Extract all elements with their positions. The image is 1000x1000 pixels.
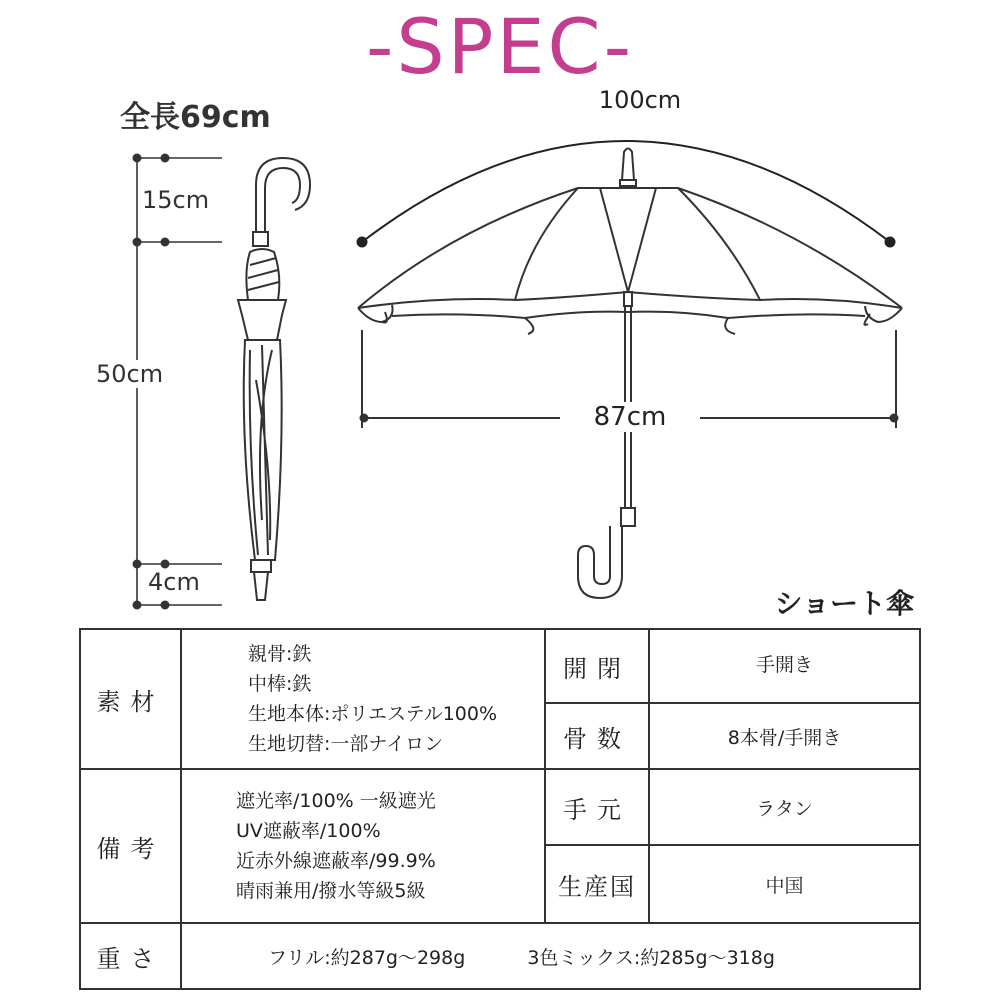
tip-length-label: 4cm [148,568,200,596]
notes-value: 晴雨兼用/撥水等級5級 [236,880,426,902]
notes-values [181,769,545,923]
origin-label: 生産国 [545,845,649,923]
material-values [181,629,545,769]
material-label: 素材 [80,629,181,769]
notes-value: UV遮蔽率/100% [236,820,381,842]
canopy-arc-label: 100cm [598,86,682,114]
weight-label: 重さ [80,923,181,989]
ribs-label: 骨数 [545,703,649,769]
origin-value: 中国 [649,845,920,923]
product-type-label: ショート傘 [774,587,914,620]
total-length-label: 全長69cm [120,100,271,135]
material-value: 親骨:鉄 [248,643,312,665]
material-value: 生地切替:一部ナイロン [248,733,444,755]
handle-length-label: 15cm [142,186,210,214]
weight-values [181,923,920,989]
weight-value-frill: フリル:約287g〜298g [268,946,466,969]
shaft-length-label: 50cm [96,360,164,388]
spec-table [79,628,921,990]
notes-value: 遮光率/100% 一級遮光 [236,790,436,812]
material-value: 中棒:鉄 [248,673,312,695]
open-umbrella [358,149,902,599]
notes-value: 近赤外線遮蔽率/99.9% [236,850,436,872]
notes-label: 備考 [80,769,181,923]
open-close-label: 開閉 [545,629,649,703]
closed-umbrella [238,158,310,600]
page-title: -SPEC- [365,2,634,91]
ribs-value: 8本骨/手開き [649,703,920,769]
weight-value-mix: 3色ミックス:約285g〜318g [527,946,775,969]
open-close-value: 手開き [649,629,920,703]
open-width-label: 87cm [560,402,700,432]
material-value: 生地本体:ポリエステル100% [248,703,498,725]
handle-label: 手元 [545,769,649,845]
handle-value: ラタン [649,769,920,845]
